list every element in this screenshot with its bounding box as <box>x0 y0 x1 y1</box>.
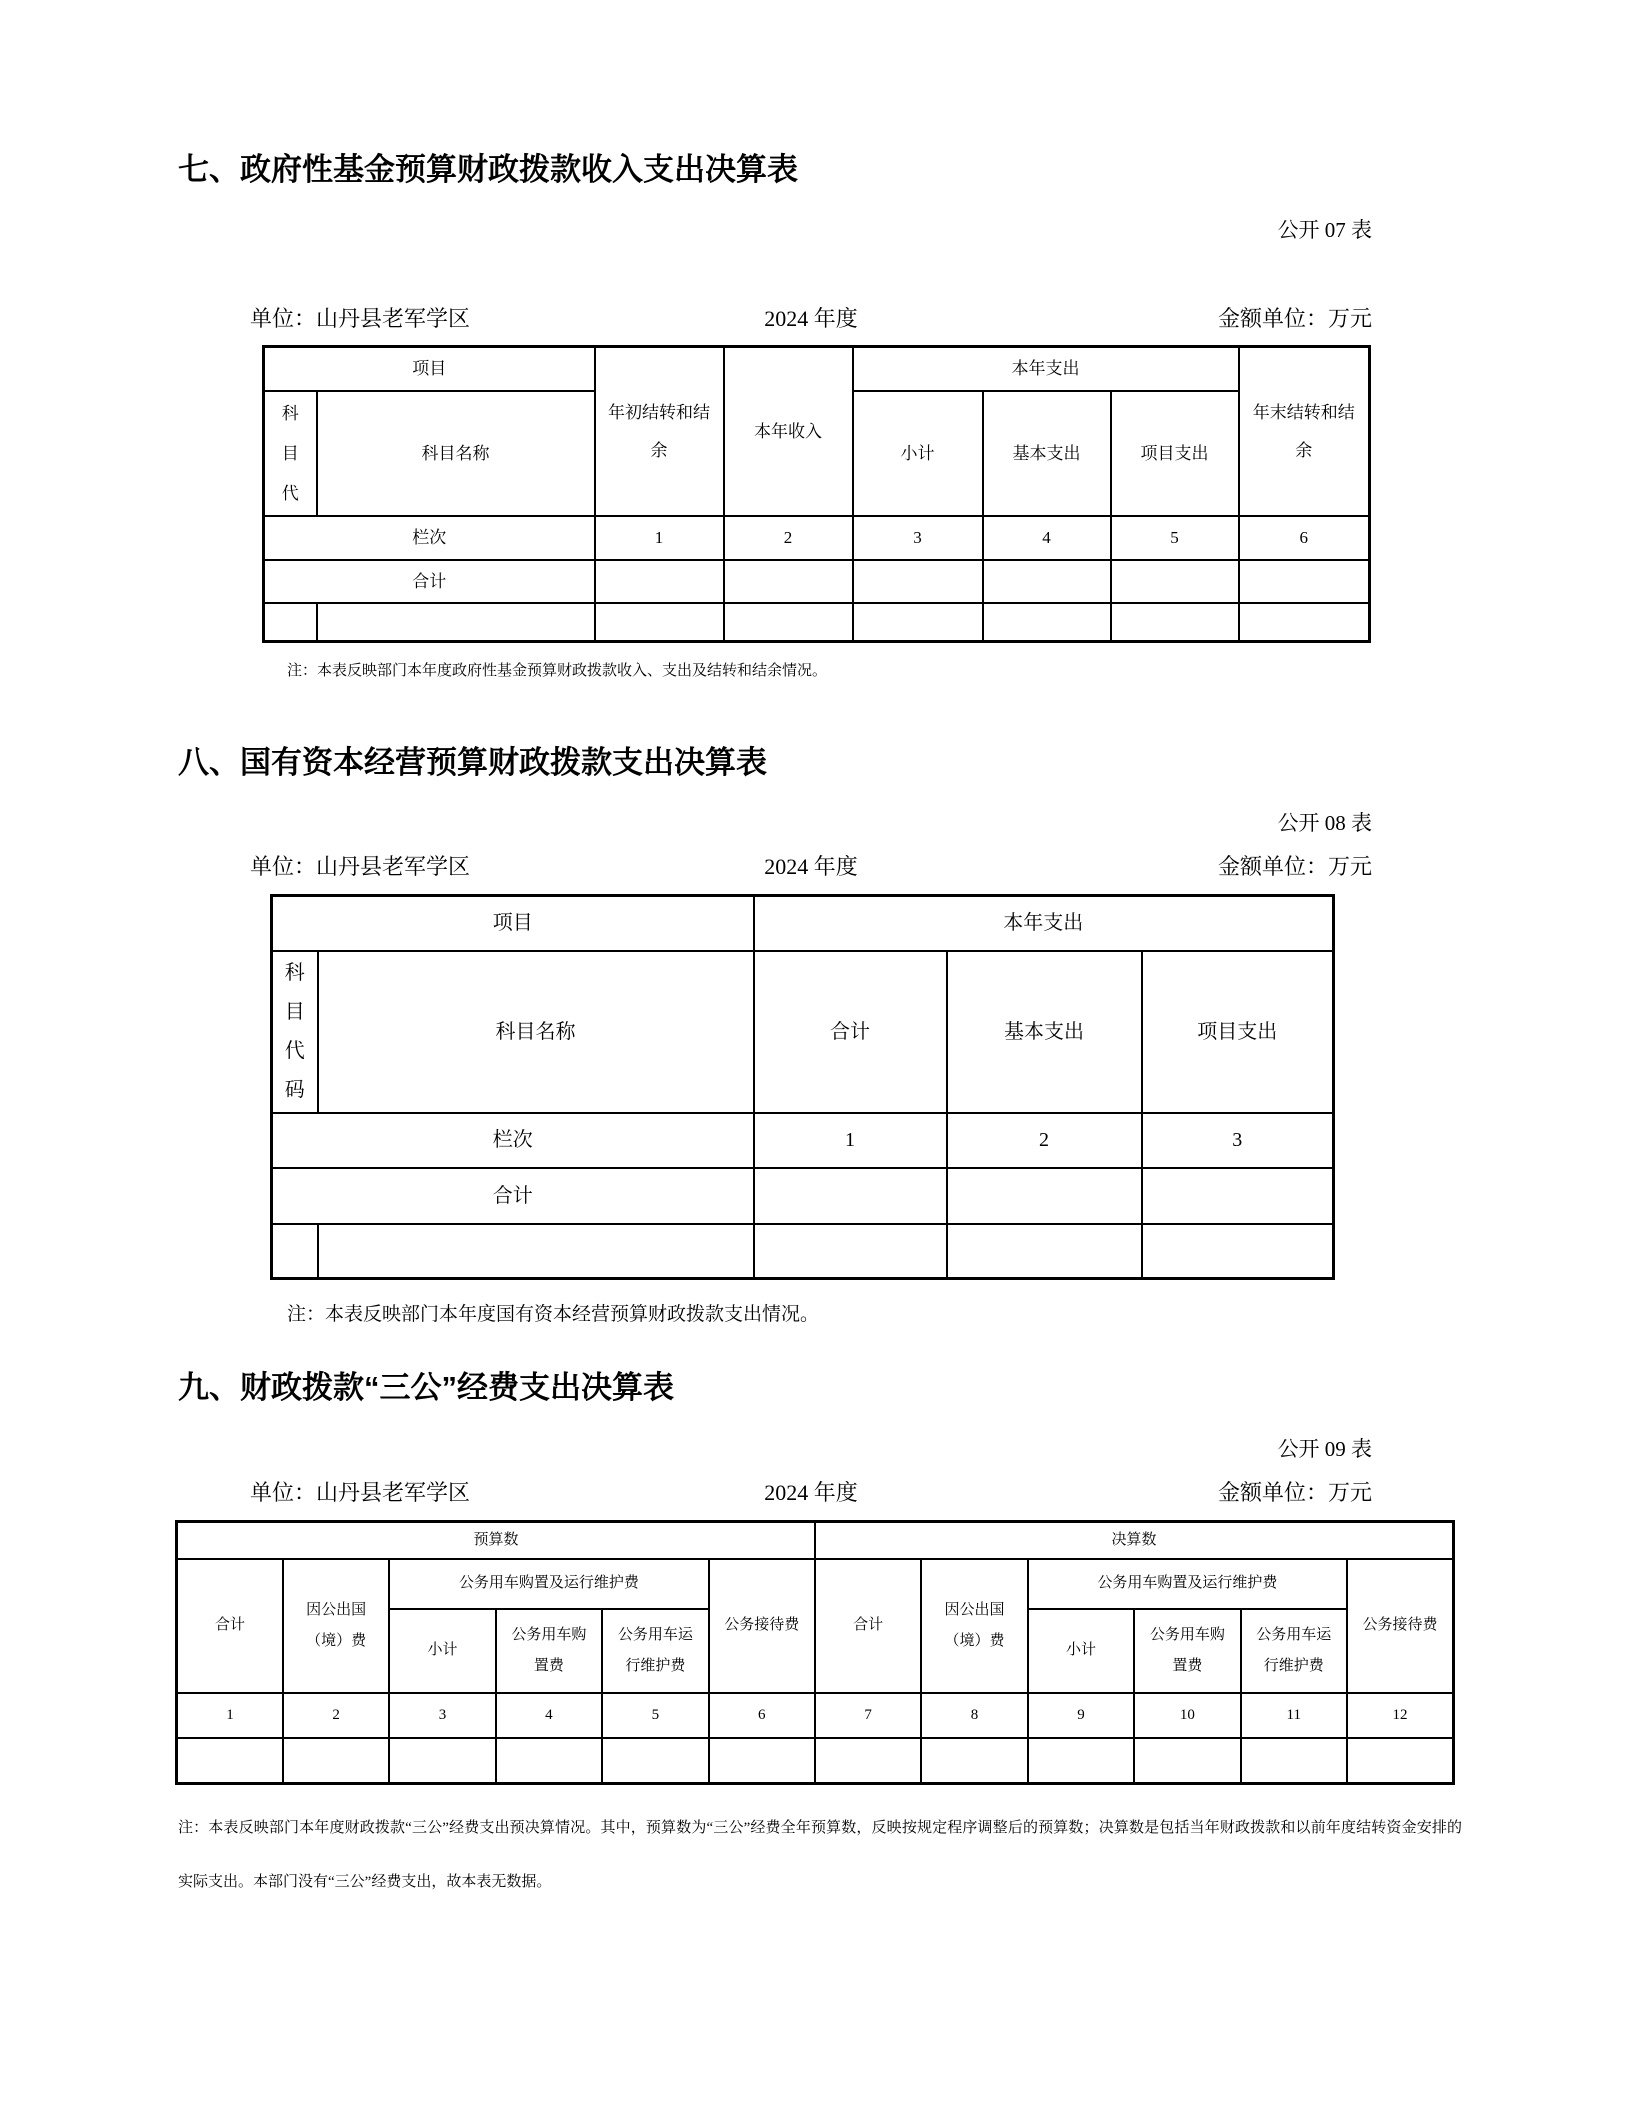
header-cell-budget-subtotal: 小计 <box>389 1609 495 1693</box>
section8-sheet-number: 公开 08 表 <box>1277 811 1372 836</box>
empty-data-cell <box>283 1738 389 1783</box>
header-cell-budget-vehicle-maintain: 公务用车运行维护费 <box>602 1609 708 1693</box>
header-cell-subject-code <box>272 951 318 1113</box>
header-cell-budget-total: 合计 <box>177 1559 283 1693</box>
header-cell-final-vehicle-purchase: 公务用车购置费 <box>1134 1609 1240 1693</box>
column-index-cell: 12 <box>1347 1693 1454 1738</box>
empty-data-cell <box>177 1738 283 1783</box>
empty-data-cell <box>318 1224 754 1279</box>
empty-data-row <box>264 603 1370 641</box>
empty-data-cell <box>947 1168 1142 1224</box>
header-cell-final-vehicle-maintain: 公务用车运行维护费 <box>1241 1609 1347 1693</box>
header-cell-subject-code <box>264 391 317 517</box>
header-cell-final-reception: 公务接待费 <box>1347 1559 1454 1693</box>
column-index-cell: 11 <box>1241 1693 1347 1738</box>
column-index-cell: 4 <box>983 516 1111 559</box>
section7-year-label: 2024 年度 <box>764 305 858 331</box>
subject-code-vertical-label: 科目代码 <box>284 961 305 1101</box>
empty-data-cell <box>496 1738 602 1783</box>
column-index-cell: 5 <box>602 1693 708 1738</box>
empty-data-cell <box>1239 560 1370 603</box>
empty-data-cell <box>1028 1738 1134 1783</box>
header-cell-begin-balance: 年初结转和结余 <box>595 347 724 517</box>
column-index-cell: 1 <box>595 516 724 559</box>
header-cell-final-abroad: 因公出国（境）费 <box>921 1559 1027 1693</box>
section9-amount-unit-label: 金额单位：万元 <box>1217 1480 1372 1506</box>
empty-data-cell <box>317 603 595 641</box>
section8-amount-unit-label: 金额单位：万元 <box>1217 854 1372 880</box>
section8-note: 注：本表反映部门本年度国有资本经营预算财政拨款支出情况。 <box>287 1304 820 1326</box>
column-index-cell: 1 <box>177 1693 283 1738</box>
column-index-row <box>177 1693 1454 1738</box>
empty-data-cell <box>853 560 983 603</box>
section7-meta-row <box>250 305 1372 334</box>
empty-data-cell <box>921 1738 1027 1783</box>
empty-data-cell <box>272 1224 318 1279</box>
header-cell-project-expense: 项目支出 <box>1111 391 1239 517</box>
column-index-cell: 3 <box>389 1693 495 1738</box>
section7-amount-unit-label: 金额单位：万元 <box>1217 305 1372 331</box>
empty-data-cell <box>815 1738 921 1783</box>
header-cell-budget-abroad: 因公出国（境）费 <box>283 1559 389 1693</box>
column-index-cell: 10 <box>1134 1693 1240 1738</box>
header-cell-final-group: 决算数 <box>815 1521 1454 1559</box>
column-index-cell: 6 <box>709 1693 815 1738</box>
header-cell-end-balance: 年末结转和结余 <box>1239 347 1370 517</box>
empty-data-cell <box>595 603 724 641</box>
table-row <box>272 896 1334 951</box>
column-index-cell: 3 <box>853 516 983 559</box>
header-cell-subject-name: 科目名称 <box>317 391 595 517</box>
empty-data-cell <box>947 1224 1142 1279</box>
column-index-cell: 1 <box>754 1113 947 1168</box>
column-index-cell: 5 <box>1111 516 1239 559</box>
header-cell-year-expense: 本年支出 <box>754 896 1334 951</box>
header-cell-project-expense: 项目支出 <box>1142 951 1334 1113</box>
section9-title: 九、财政拨款“三公”经费支出决算表 <box>178 1370 674 1406</box>
empty-data-cell <box>709 1738 815 1783</box>
section7-unit-label: 单位：山丹县老军学区 <box>250 305 471 331</box>
header-cell-budget-vehicle-group: 公务用车购置及运行维护费 <box>389 1559 708 1609</box>
empty-data-cell <box>595 560 724 603</box>
table-row <box>177 1559 1454 1609</box>
column-index-cell: 2 <box>724 516 853 559</box>
empty-data-cell <box>983 603 1111 641</box>
table-row <box>264 347 1370 391</box>
empty-data-cell <box>602 1738 708 1783</box>
header-cell-basic-expense: 基本支出 <box>983 391 1111 517</box>
header-cell-budget-reception: 公务接待费 <box>709 1559 815 1693</box>
section9-note: 注：本表反映部门本年度财政拨款“三公”经费支出预决算情况。其中，预算数为“三公”经费全年预算数，反映按规定程序调整后的预算数；决算数是包括当年财政拨款和以前年度结转资金安排的实际支出。本部门没有“三公”经费支出，故本表无数据。 <box>178 1819 1462 1890</box>
empty-data-cell <box>754 1224 947 1279</box>
subject-code-vertical-label: 科目代 <box>281 403 299 503</box>
section8-title: 八、国有资本经营预算财政拨款支出决算表 <box>178 744 767 780</box>
section8-year-label: 2024 年度 <box>764 854 858 880</box>
header-cell-subject-name: 科目名称 <box>318 951 754 1113</box>
header-cell-budget-group: 预算数 <box>177 1521 815 1559</box>
section7-title: 七、政府性基金预算财政拨款收入支出决算表 <box>178 152 798 187</box>
state-capital-budget-table <box>270 894 1335 1280</box>
header-cell-project: 项目 <box>272 896 754 951</box>
section9-meta-row <box>250 1479 1372 1508</box>
section9-year-label: 2024 年度 <box>764 1480 858 1506</box>
empty-data-cell <box>264 603 317 641</box>
table-row <box>272 951 1334 1113</box>
empty-data-cell <box>983 560 1111 603</box>
column-index-cell: 8 <box>921 1693 1027 1738</box>
header-cell-column-row: 栏次 <box>264 516 595 559</box>
column-index-cell: 2 <box>947 1113 1142 1168</box>
empty-data-cell <box>1142 1224 1334 1279</box>
empty-data-cell <box>754 1168 947 1224</box>
empty-data-cell <box>724 560 853 603</box>
empty-data-cell <box>1111 560 1239 603</box>
empty-data-row <box>177 1738 1454 1783</box>
column-index-row <box>264 516 1370 559</box>
empty-data-cell <box>389 1738 495 1783</box>
total-row-label: 合计 <box>272 1168 754 1224</box>
header-cell-subtotal: 小计 <box>853 391 983 517</box>
header-cell-budget-vehicle-purchase: 公务用车购置费 <box>496 1609 602 1693</box>
header-cell-project: 项目 <box>264 347 595 391</box>
column-index-cell: 3 <box>1142 1113 1334 1168</box>
header-cell-year-expense: 本年支出 <box>853 347 1239 391</box>
section7-sheet-number: 公开 07 表 <box>1277 218 1372 243</box>
column-index-cell: 2 <box>283 1693 389 1738</box>
section8-meta-row <box>250 853 1372 882</box>
empty-data-cell <box>1111 603 1239 641</box>
section7-note: 注：本表反映部门本年度政府性基金预算财政拨款收入、支出及结转和结余情况。 <box>287 662 828 679</box>
empty-data-cell <box>1347 1738 1454 1783</box>
header-cell-final-vehicle-group: 公务用车购置及运行维护费 <box>1028 1559 1347 1609</box>
empty-data-cell <box>1241 1738 1347 1783</box>
total-row <box>272 1168 1334 1224</box>
column-index-row <box>272 1113 1334 1168</box>
table-row <box>177 1521 1454 1559</box>
total-row-label: 合计 <box>264 560 595 603</box>
header-cell-column-row: 栏次 <box>272 1113 754 1168</box>
column-index-cell: 4 <box>496 1693 602 1738</box>
column-index-cell: 7 <box>815 1693 921 1738</box>
header-cell-basic-expense: 基本支出 <box>947 951 1142 1113</box>
gov-fund-budget-table <box>262 345 1371 642</box>
empty-data-row <box>272 1224 1334 1279</box>
empty-data-cell <box>1239 603 1370 641</box>
header-cell-final-total: 合计 <box>815 1559 921 1693</box>
section9-sheet-number: 公开 09 表 <box>1277 1436 1372 1461</box>
empty-data-cell <box>1134 1738 1240 1783</box>
header-cell-final-subtotal: 小计 <box>1028 1609 1134 1693</box>
header-cell-year-income: 本年收入 <box>724 347 853 517</box>
empty-data-cell <box>853 603 983 641</box>
column-index-cell: 6 <box>1239 516 1370 559</box>
three-public-expense-table <box>175 1520 1455 1785</box>
header-cell-total: 合计 <box>754 951 947 1113</box>
empty-data-cell <box>1142 1168 1334 1224</box>
column-index-cell: 9 <box>1028 1693 1134 1738</box>
total-row <box>264 560 1370 603</box>
section8-unit-label: 单位：山丹县老军学区 <box>250 854 471 880</box>
empty-data-cell <box>724 603 853 641</box>
section9-unit-label: 单位：山丹县老军学区 <box>250 1480 471 1506</box>
